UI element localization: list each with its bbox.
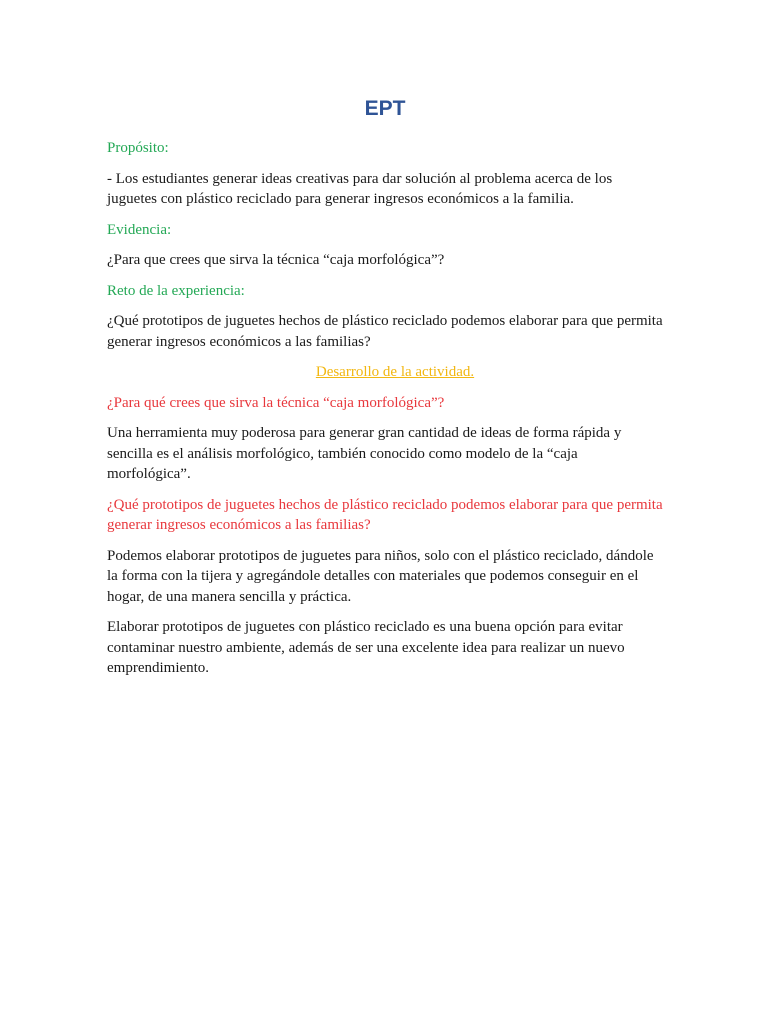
evidencia-label: Evidencia:	[107, 221, 172, 238]
answer-prototipos: Podemos elaborar prototipos de juguetes para niños, solo con el plástico reciclado, dándole la forma con la tijera y agregándole detalles con materiales que podemos conseguir en el hogar, de una manera sencilla y práctica.	[107, 547, 654, 605]
question-prototipos: ¿Qué prototipos de juguetes hechos de plástico reciclado podemos elaborar para que permita generar ingresos económicos a las familias?	[107, 496, 663, 533]
question-caja-morfologica: ¿Para qué crees que sirva la técnica “caja morfológica”?	[107, 394, 445, 411]
proposito-label: Propósito:	[107, 140, 169, 156]
evidencia-text: ¿Para que crees que sirva la técnica “caja morfológica”?	[107, 252, 445, 268]
document-page	[107, 96, 663, 689]
reto-text: ¿Qué prototipos de juguetes hechos de plástico reciclado podemos elaborar para que permita generar ingresos económicos a las familias?	[107, 313, 663, 350]
reto-label: Reto de la experiencia:	[107, 282, 245, 299]
proposito-text: - Los estudiantes generar ideas creativas para dar solución al problema acerca de los juguetes con plástico reciclado para generar ingresos económicos a la familia.	[107, 170, 613, 207]
answer-caja-morfologica: Una herramienta muy poderosa para generar gran cantidad de ideas de forma rápida y sencilla es el análisis morfológico, también conocido como modelo de la “caja morfológica”.	[107, 425, 622, 482]
answer-conclusion: Elaborar prototipos de juguetes con plástico reciclado es una buena opción para evitar contaminar nuestro ambiente, además de ser una excelente idea para realizar un nuevo emprendimiento.	[107, 619, 625, 676]
document-title: EPT	[364, 97, 406, 120]
desarrollo-heading: Desarrollo de la actividad.	[315, 364, 475, 380]
